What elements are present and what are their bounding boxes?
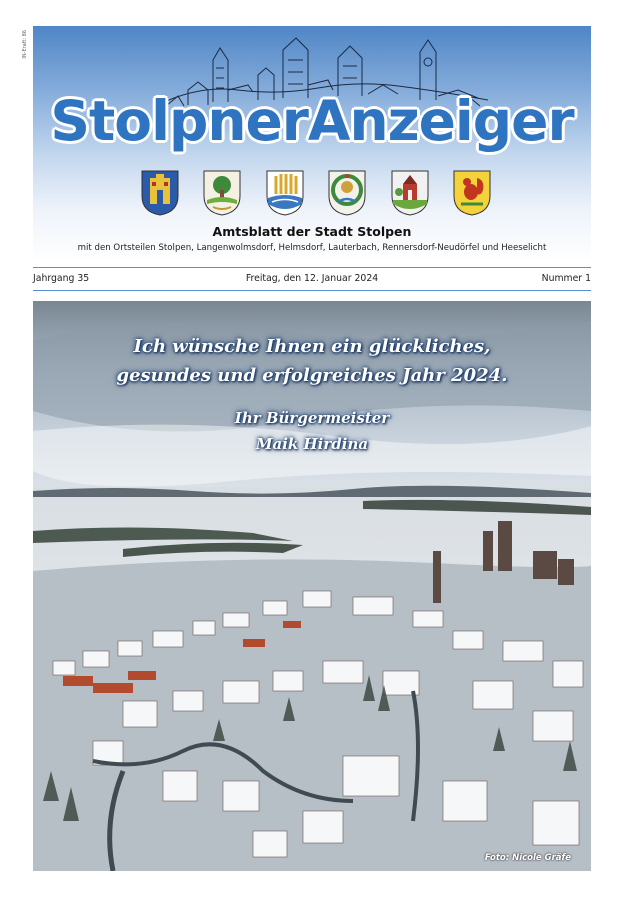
issue-number: Nummer 1	[541, 273, 591, 284]
photo-credit: Foto: Nicole Gräfe	[484, 853, 571, 863]
stolpen-crest-icon	[141, 170, 179, 216]
print-code: IN-Eraft: 86	[22, 30, 28, 59]
districts-line: mit den Ortsteilen Stolpen, Langenwolmsdorf, Helmsdorf, Lauterbach, Rennersdorf-Neudörfel und Heeselicht	[77, 243, 547, 253]
winter-town-aerial-icon	[33, 301, 591, 871]
greeting-line-2: gesundes und erfolgreiches Jahr 2024.	[116, 365, 508, 386]
municipal-crests	[141, 170, 491, 220]
newspaper-title: StolpnerAnzeiger	[50, 89, 574, 153]
masthead-subtitle: Amtsblatt der Stadt Stolpen	[212, 224, 412, 239]
greeting-line-1: Ich wünsche Ihnen ein glückliches,	[133, 336, 491, 357]
heeselicht-crest-icon	[453, 170, 491, 216]
signature-name: Maik Hirdina	[255, 435, 369, 453]
rennersdorf-crest-icon	[391, 170, 429, 216]
lauterbach-crest-icon	[328, 170, 366, 216]
issue-info-bar	[33, 267, 591, 291]
helmsdorf-crest-icon	[266, 170, 304, 216]
masthead	[33, 26, 591, 262]
issue-date: Freitag, den 12. Januar 2024	[245, 273, 379, 284]
signature-title: Ihr Bürgermeister	[234, 409, 390, 427]
langenwolmsdorf-crest-icon	[203, 170, 241, 216]
volume-label: Jahrgang 35	[33, 273, 90, 284]
cover-photo	[33, 301, 591, 871]
